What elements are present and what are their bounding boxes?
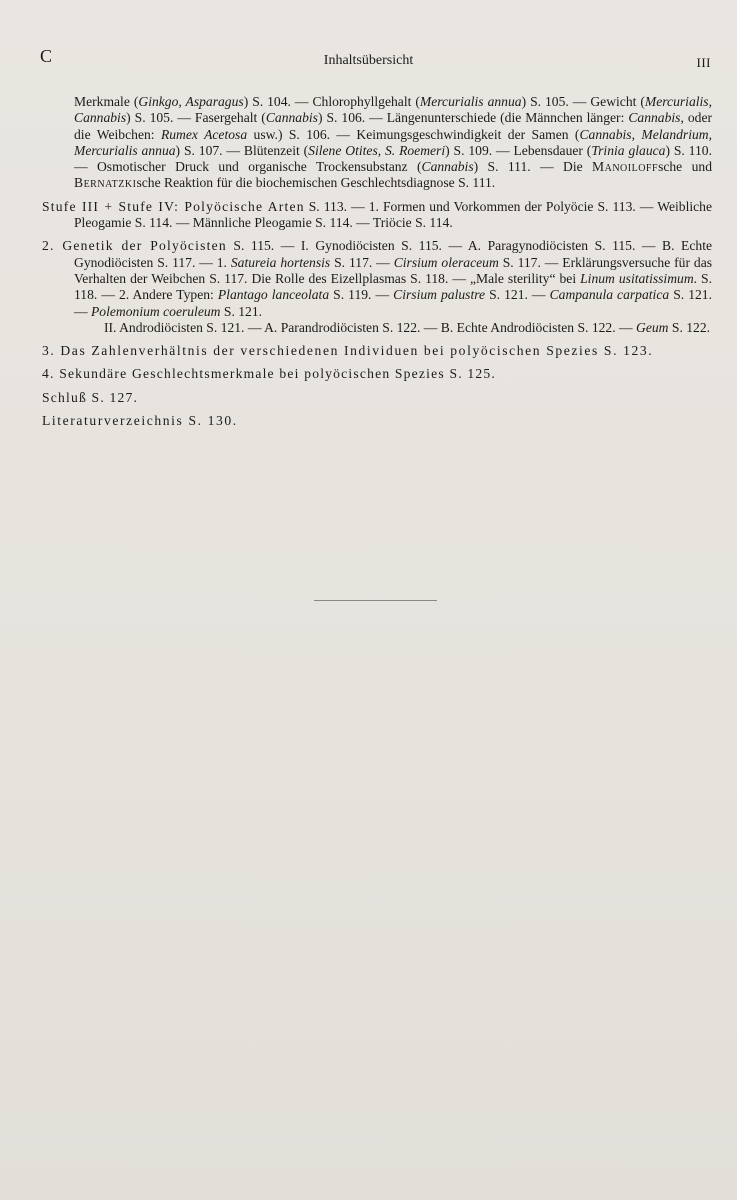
species-name: Trinia glauca	[591, 142, 666, 158]
text-segment: usw.) S. 106. — Keimungsgeschwindigkeit der Samen (	[247, 126, 580, 142]
species-name: Cannabis, Melandrium, Mercurialis annua	[74, 126, 712, 158]
text-segment: S. 117. — Erklärungsversuche für das Verhalten der Weibchen S. 117. Die Rolle des Eizellplasmas S. 118. — „Male sterility“ bei	[74, 254, 713, 286]
toc-entry-zahlenverhaeltnis: 3. Das Zahlenverhältnis der verschiedenen Individuen bei polyöcischen Spezies S. 123.	[42, 343, 654, 359]
text-segment: sche Reaktion für die biochemischen Geschlechtsdiagnose S. 111.	[136, 175, 496, 191]
text-segment: S. 119. —	[329, 287, 394, 303]
toc-entry-schluss: Schluß S. 127.	[42, 389, 139, 405]
text-segment: S. 115. — I. Gynodiöcisten S. 115. — A. Paragynodiöcisten S. 115. — B. Echte Gynodiöcisten S. 117. — 1.	[74, 238, 713, 270]
text-segment: ) S. 104. — Chlorophyllgehalt (	[243, 94, 420, 109]
author-name: Bernatzki	[74, 175, 137, 191]
species-name: Campanula carpatica	[549, 287, 670, 303]
species-name: Geum	[636, 319, 669, 335]
toc-entry-merkmale-continued	[42, 94, 712, 192]
species-name: Mercurialis, Cannabis	[74, 94, 712, 126]
species-name: Cannabis	[265, 110, 318, 126]
text-segment: ) S. 111. — Die	[473, 159, 593, 175]
text-segment: . S. 118. — 2. Andere Typen:	[74, 270, 712, 303]
text-segment: ) S. 107. — Blütenzeit (	[175, 142, 309, 158]
text-segment: sche und	[658, 159, 712, 175]
section-heading: Stufe III + Stufe IV: Polyöcische Arten	[42, 198, 305, 214]
species-name: Linum usitatissimum	[580, 270, 694, 286]
signature-mark: C	[40, 46, 53, 66]
species-name: Ginkgo, Asparagus	[138, 94, 244, 109]
table-of-contents	[42, 94, 712, 436]
running-title: Inhaltsübersicht	[323, 53, 414, 68]
text-segment: ) S. 105. — Fasergehalt (	[126, 110, 266, 126]
species-name: Cannabis	[628, 110, 681, 126]
species-name: Cannabis	[421, 159, 474, 175]
author-name: Manoiloff	[592, 159, 659, 175]
toc-entry-literaturverzeichnis: Literaturverzeichnis S. 130.	[42, 413, 238, 429]
text-segment: S. 121.	[220, 303, 263, 319]
text-segment: ) S. 109. — Lebensdauer (	[445, 142, 592, 158]
text-segment: S. 113. — 1. Formen und Vorkommen der Polyöcie S. 113. — Weibliche Pleogamie S. 114. — Männliche Pleogamie S. 114. — Triöcie S. 114.	[74, 198, 712, 231]
page-number: III	[696, 55, 711, 70]
species-name: Silene Otites, S. Roemeri	[308, 142, 446, 158]
section-heading: 2. Genetik der Polyöcisten	[42, 238, 227, 254]
toc-subentry-androdioecisten	[74, 320, 712, 336]
divider-rule	[314, 600, 437, 601]
text-segment: ) S. 110. — Osmotischer Druck und organische Trockensubstanz (	[74, 142, 712, 175]
species-name: Satureia hortensis	[230, 254, 331, 270]
species-name: Plantago lanceolata	[217, 287, 330, 303]
species-name: Rumex Acetosa	[160, 126, 248, 142]
text-segment: II. Androdiöcisten S. 121. — A. Parandrodiöcisten S. 122. — B. Echte Androdiöcisten S. 122. —	[104, 319, 637, 335]
toc-entry-genetik	[42, 238, 712, 336]
text-segment: , oder die Weibchen:	[74, 110, 712, 142]
species-name: Cirsium oleraceum	[393, 254, 499, 270]
species-name: Cirsium palustre	[393, 287, 486, 303]
species-name: Polemonium coeruleum	[91, 303, 221, 319]
text-segment: ) S. 105. — Gewicht (	[521, 94, 645, 109]
toc-entry-stufe	[42, 199, 712, 232]
text-segment: Merkmale (	[74, 94, 139, 109]
toc-entry-sekundaere-merkmale: 4. Sekundäre Geschlechtsmerkmale bei polyöcischen Spezies S. 125.	[42, 366, 496, 382]
text-segment: ) S. 106. — Längenunterschiede (die Männchen länger:	[317, 110, 629, 126]
text-segment: S. 117. —	[330, 254, 394, 270]
text-segment: S. 121. —	[485, 287, 550, 303]
text-segment: S. 122.	[668, 319, 711, 335]
species-name: Mercurialis annua	[419, 94, 522, 109]
text-segment: S. 121. —	[74, 287, 713, 319]
